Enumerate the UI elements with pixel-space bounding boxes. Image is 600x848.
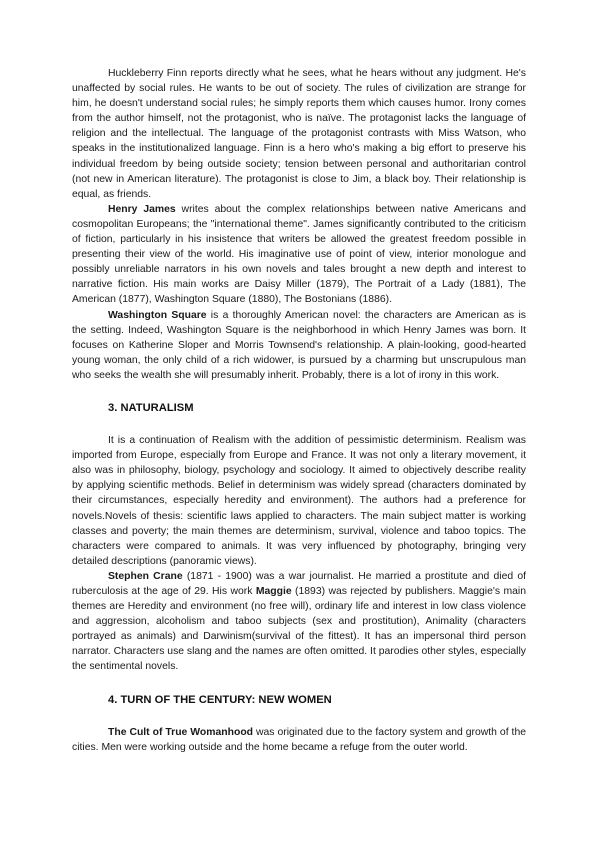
stephen-crane-name: Stephen Crane	[108, 570, 183, 582]
washington-square-name: Washington Square	[108, 309, 207, 321]
paragraph-naturalism: It is a continuation of Realism with the addition of pessimistic determinism. Realism was imported from Europe, especially from Europe and France. It was not only a literary movement, it also was in philosophy, biology, psychology and sociology. It aimed to objectively describe reality by applying scientific methods. Belief in determinism was widely spread (characters dominated by their circumstances, especially heredity and environment). The authors had a preference for novels.Novels of thesis: scientific laws applied to characters. The main subject matter is working classes and poverty; the main themes are determinism, survival, violence and taboo topics. The characters were compared to animals. It was very influenced by photography, bringing very detailed descriptions (panoramic views).	[72, 435, 526, 567]
document-page	[72, 66, 526, 755]
paragraph-stephen-crane	[72, 569, 526, 675]
paragraph-henry-james	[72, 202, 526, 308]
stephen-crane-text-a: (1871 - 1900) was a war journalist. He married a prostitute and died of ruberculosis at the age of 29. His work	[72, 570, 527, 597]
paragraph-huckleberry-finn: Huckleberry Finn reports directly what he sees, what he hears without any judgment. He's unaffected by social rules. He wants to be out of society. The rules of civilization are strange for him, he doesn't understand social rules; he simply reports them which causes humor. Irony comes from the author himself, not the protagonist, who is naïve. The protagonist lacks the language of religion and the intellectual. The language of the protagonist contrasts with Miss Watson, who speaks in the institutionalized language. Finn is a hero who's making a big effort to preserve his individual freedom by being outside society; tension between personal and authoritarian control (not new in American literature). The protagonist is close to Jim, a black boy. Their relationship is equal, as friends.	[72, 68, 526, 200]
washington-square-text: is a thoroughly American novel: the characters are American as is the setting. Indeed, Washington Square is the neighborhood in which Henry James was born. It focuses on Katherine Sloper and Morris Townsend's relationship. A plain-looking, good-hearted young woman, the only child of a rich widower, is pursued by a charming but unscrupulous man who seeks the wealth she will presumably inherit. Probably, there is a lot of irony in this work.	[72, 309, 526, 381]
stephen-crane-text-b: (1893) was rejected by publishers. Maggie's main themes are Heredity and environment (no free will), ordinary life and interest in low class violence and aggression, alcoholism and taboo subjects (sex and prostitution), Animality (characters portrayed as animals) and Darwinism(survival of the fittest). It has an impersonal third person narrator. Characters use slang and the names are often omitted. It parodies other styles, especially the sentimental novels.	[72, 586, 526, 673]
henry-james-name: Henry James	[108, 203, 176, 215]
cult-of-womanhood-text: was originated due to the factory system and growth of the cities. Men were working outside and the home became a refuge from the outer world.	[72, 726, 526, 753]
heading-naturalism: 3. NATURALISM	[108, 401, 194, 414]
maggie-title: Maggie	[255, 586, 292, 597]
paragraph-washington-square	[72, 308, 526, 383]
paragraph-cult-of-womanhood	[72, 725, 526, 755]
heading-turn-of-century: 4. TURN OF THE CENTURY: NEW WOMEN	[108, 693, 332, 706]
henry-james-text: writes about the complex relationships between native Americans and cosmopolitan Europeans; the "international theme". James significantly contributed to the criticism of fiction, particularly in his insistence that writers be allowed the greatest freedom possible in presenting their view of the world. His imaginative use of point of view, interior monologue and possibly unreliable narrators in his own novels and tales brought a new depth and interest to narrative fiction. His main works are Daisy Miller (1879), The Portrait of a Lady (1881), The American (1877), Washington Square (1880), The Bostonians (1886).	[72, 203, 526, 306]
cult-of-womanhood-name: The Cult of True Womanhood	[108, 726, 254, 738]
